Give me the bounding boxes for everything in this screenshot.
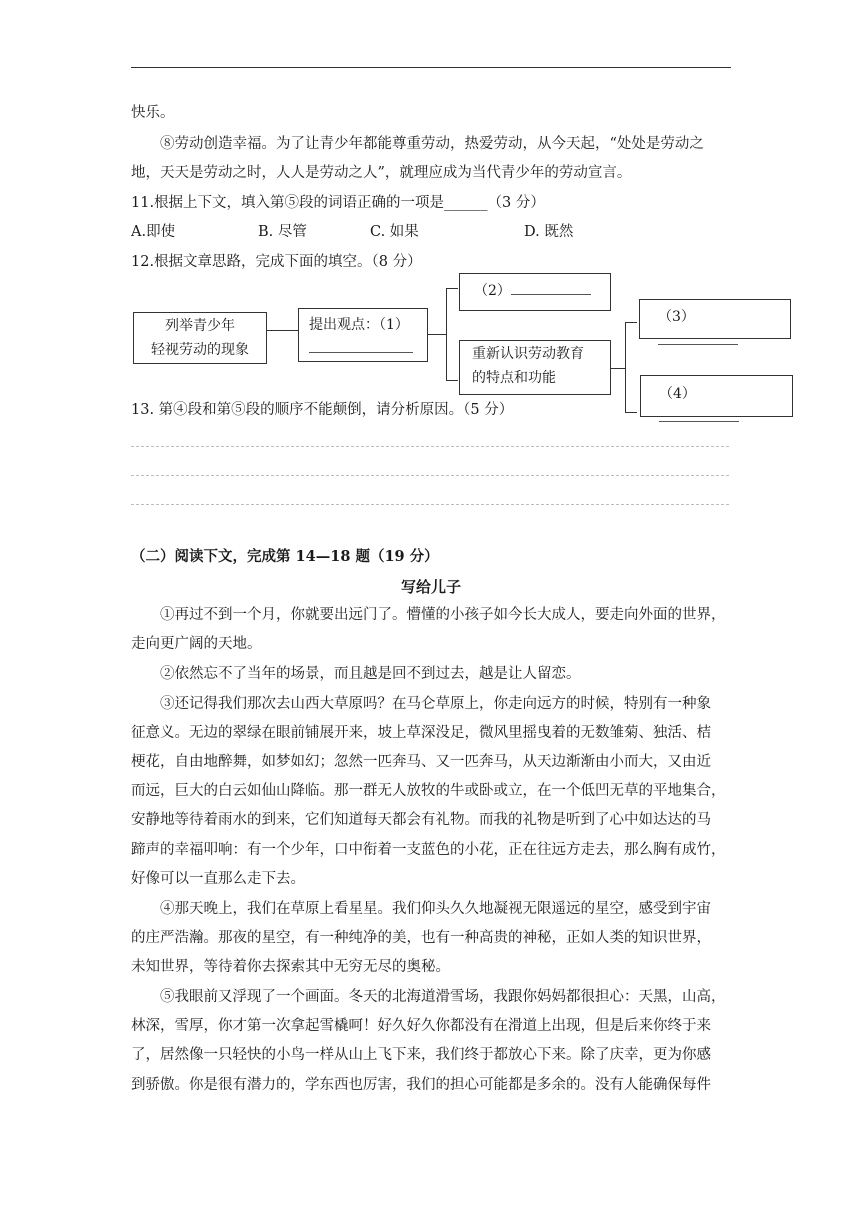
answer-blank-1[interactable]	[309, 340, 413, 353]
box-2-label: （2）	[474, 283, 511, 299]
box-education-line2: 的特点和功能	[472, 370, 556, 386]
box-education-line1: 重新认识劳动教育	[472, 346, 584, 362]
section-heading: （二）阅读下文，完成第 14—18 题（19 分）	[131, 548, 439, 565]
question-12-stem: 12.根据文章思路，完成下面的填空。（8 分）	[131, 254, 422, 270]
answer-blank-4[interactable]	[659, 409, 739, 422]
box-4-label: （4）	[659, 386, 696, 402]
text-line: 快乐。	[131, 105, 175, 121]
article-line: 梗花，自由地醉舞，如梦如幻；忽然一匹奔马、又一匹奔马，从天边渐渐由小而大，又由近	[131, 754, 711, 770]
box-phenomenon-line1: 列举青少年	[165, 318, 235, 334]
option-a: A.即使	[131, 224, 176, 240]
article-title: 写给儿子	[400, 578, 461, 596]
article-line: 安静地等待着雨水的到来，它们知道每天都会有礼物。而我的礼物是听到了心中如达达的马	[131, 812, 711, 828]
article-line: 走向更广阔的天地。	[131, 636, 262, 652]
header-rule	[131, 67, 731, 68]
answer-line-2[interactable]	[131, 475, 729, 476]
question-11-stem: 11.根据上下文，填入第⑤段的词语正确的一项是______（3 分）	[131, 195, 545, 211]
box-3-label: （3）	[658, 309, 695, 325]
option-c: C. 如果	[370, 224, 419, 240]
answer-line-1[interactable]	[131, 446, 729, 447]
diagram-box-phenomenon	[133, 312, 267, 364]
bracket-right-top	[625, 322, 637, 323]
connector-line	[267, 330, 298, 331]
bracket-right-stem	[611, 368, 625, 369]
article-line: 了，居然像一只轻快的小鸟一样从山上飞下来，我们终于都放心下来。除了庆幸，更为你感	[131, 1047, 711, 1063]
bracket-left-top	[446, 288, 458, 289]
box-phenomenon-line2: 轻视劳动的现象	[151, 342, 249, 358]
bracket-left-stem	[428, 334, 446, 335]
bracket-right-bottom	[625, 412, 637, 413]
option-d: D. 既然	[524, 224, 574, 240]
article-line: 征意义。无边的翠绿在眼前铺展开来，坡上草深没足，微风里摇曳着的无数雏菊、独活、桔	[131, 725, 711, 741]
bracket-left	[446, 288, 447, 380]
article-line: ⑤我眼前又浮现了一个画面。冬天的北海道滑雪场，我跟你妈妈都很担心：天黑，山高，	[160, 989, 726, 1005]
paragraph-8-line1: ⑧劳动创造幸福。为了让青少年都能尊重劳动，热爱劳动，从今天起，“处处是劳动之	[160, 136, 704, 152]
bracket-right	[625, 322, 626, 412]
article-line: 而远，巨大的白云如仙山降临。那一群无人放牧的牛或卧或立，在一个低凹无草的平地集合，	[131, 783, 726, 799]
article-line: ②依然忘不了当年的场景，而且越是回不到过去，越是让人留恋。	[160, 666, 581, 682]
article-line: ③还记得我们那次去山西大草原吗？在马仑草原上，你走向远方的时候，特别有一种象	[160, 696, 711, 712]
diagram-box-4	[640, 375, 793, 417]
diagram-box-3	[639, 299, 791, 339]
paragraph-8-line2: 地，天天是劳动之时，人人是劳动之人”，就理应成为当代青少年的劳动宣言。	[131, 165, 632, 181]
answer-blank-3[interactable]	[658, 332, 738, 345]
article-line: ④那天晚上，我们在草原上看星星。我们仰头久久地凝视无限遥远的星空，感受到宇宙	[160, 901, 711, 917]
diagram-box-2	[459, 273, 611, 311]
article-line: 未知世界，等待着你去探索其中无穷无尽的奥秘。	[131, 959, 450, 975]
article-line: 的庄严浩瀚。那夜的星空，有一种纯净的美，也有一种高贵的神秘，正如人类的知识世界，	[131, 930, 711, 946]
bracket-left-bottom	[446, 380, 458, 381]
article-line: ①再过不到一个月，你就要出远门了。懵懂的小孩子如今长大成人，要走向外面的世界，	[160, 607, 726, 623]
answer-blank-2[interactable]	[511, 282, 591, 295]
article-line: 蹄声的幸福叩响：有一个少年，口中衔着一支蓝色的小花，正在往远方走去，那么胸有成竹，	[131, 842, 726, 858]
box-viewpoint-label: 提出观点：（1）	[309, 317, 409, 333]
article-line: 林深，雪厚，你才第一次拿起雪橇呵！好久好久你都没有在滑道上出现，但是后来你终于来	[131, 1018, 711, 1034]
question-13-stem: 13. 第④段和第⑤段的顺序不能颠倒，请分析原因。（5 分）	[131, 402, 514, 418]
diagram-box-viewpoint	[298, 308, 428, 362]
article-line: 到骄傲。你是很有潜力的，学东西也厉害，我们的担心可能都是多余的。没有人能确保每件	[131, 1077, 711, 1093]
answer-line-3[interactable]	[131, 504, 729, 505]
article-line: 好像可以一直那么走下去。	[131, 871, 305, 887]
diagram-box-education	[459, 340, 611, 395]
option-b: B. 尽管	[258, 224, 307, 240]
